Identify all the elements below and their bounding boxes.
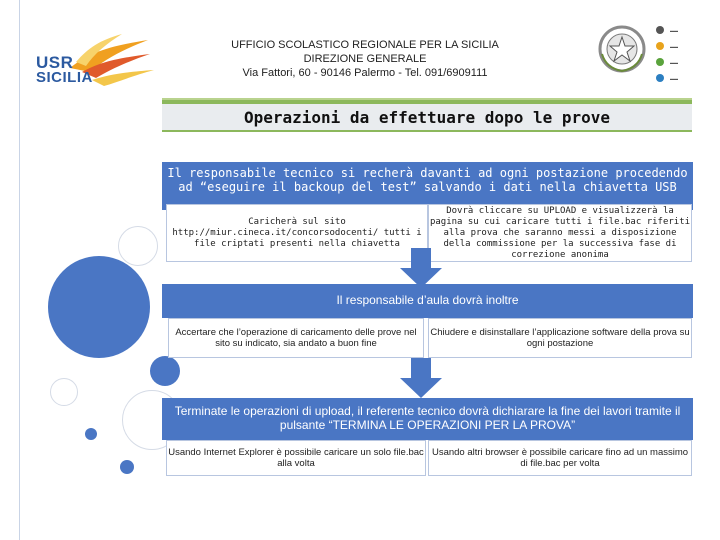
logo-text-usr: USR <box>36 53 74 72</box>
step3-left-box: Usando Internet Explorer è possibile caricare un solo file.bac alla volta <box>166 440 426 476</box>
down-arrow-icon <box>400 248 442 288</box>
step1-right-box: Dovrà cliccare su UPLOAD e visualizzerà la pagina su cui caricare tutti i file.bac riferiti alla prova che saranno messi a disposizione della commissione per la successiva fase di correzione anonima <box>428 204 692 262</box>
decorative-circle <box>50 378 78 406</box>
decorative-circle <box>150 356 180 386</box>
decorative-circle <box>48 256 150 358</box>
office-name: UFFICIO SCOLASTICO REGIONALE PER LA SICILIA <box>231 39 499 51</box>
step3-banner: Terminate le operazioni di upload, il referente tecnico dovrà dichiarare la fine dei lavori tramite il pulsante “TERMINA LE OPERAZIONI PER LA PROVA” <box>162 398 693 440</box>
step3-right-box: Usando altri browser è possibile caricare fino ad un massimo di file.bac per volta <box>428 440 692 476</box>
logo-text-sicilia: SICILIA <box>36 69 93 86</box>
decorative-circle <box>120 460 134 474</box>
step2-left-box: Accertare che l’operazione di caricamento delle prove nel sito su indicato, sia andato a buon fine <box>168 318 424 358</box>
ministry-dot-icon <box>656 58 664 66</box>
title-bar <box>162 98 692 132</box>
decorative-circle <box>118 226 158 266</box>
step2-right-box: Chiudere e disinstallare l’applicazione software della prova su ogni postazione <box>428 318 692 358</box>
ministry-dot-icon <box>656 42 664 50</box>
office-address: Via Fattori, 60 - 90146 Palermo - Tel. 091/6909111 <box>242 67 488 79</box>
step2-banner: Il responsabile d’aula dovrà inoltre <box>162 284 693 318</box>
italian-republic-emblem-icon <box>596 24 648 74</box>
usr-sicilia-logo <box>30 32 158 88</box>
step1-left-box: Caricherà sul sito http://miur.cineca.it/concorsodocenti/ tutti i file criptati presenti nella chiavetta <box>166 204 428 262</box>
ministry-dot-icon <box>656 26 664 34</box>
department-name: DIREZIONE GENERALE <box>303 53 427 65</box>
down-arrow-icon <box>400 358 442 398</box>
page-title: Operazioni da effettuare dopo le prove <box>162 104 692 130</box>
ministry-logo: ▬▬ ▬▬ ▬▬ ▬▬ <box>656 22 712 86</box>
decorative-vertical-line <box>19 0 20 540</box>
decorative-circle <box>85 428 97 440</box>
office-header <box>200 38 530 80</box>
ministry-dot-icon <box>656 74 664 82</box>
step1-banner: Il responsabile tecnico si recherà davanti ad ogni postazione procedendo ad “eseguire il backoup del test” salvando i dati nella chiavetta USB <box>162 162 693 210</box>
